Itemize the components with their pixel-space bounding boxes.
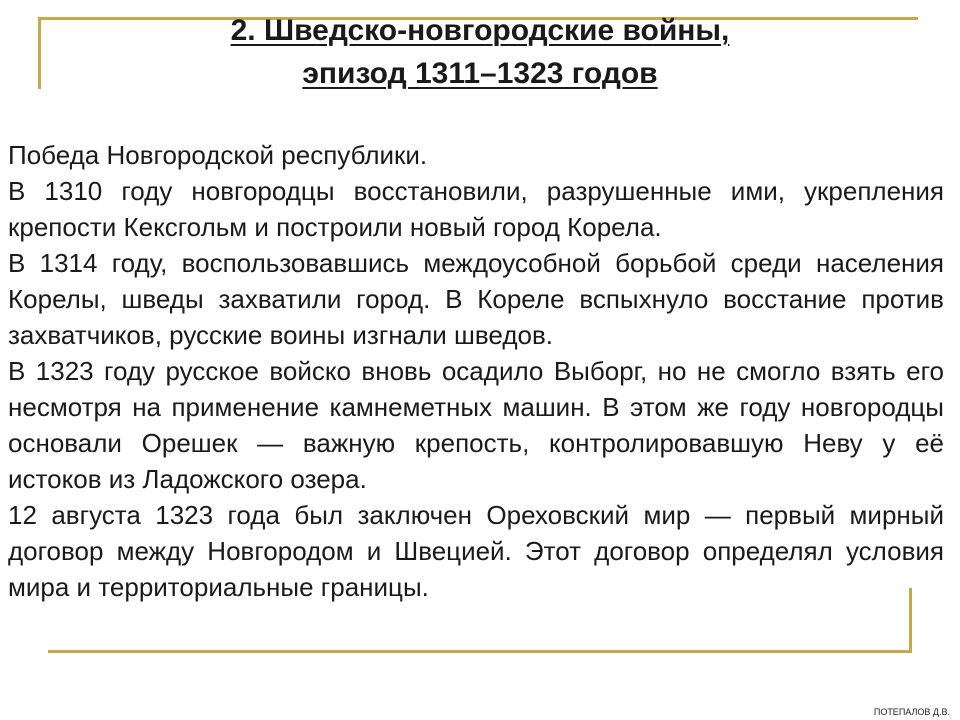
paragraph-1314: В 1314 году, воспользовавшись междоусобной борьбой среди населения Корелы, шведы захватили город. В Кореле вспыхнуло восстание против захватчиков, русские воины изгнали шведов. [8,248,944,350]
slide-title-line-1: 2. Шведско-новгородские войны, [230,14,730,47]
paragraph-1310: В 1310 году новгородцы восстановили, разрушенные ими, укрепления крепости Кексгольм и построили новый город Корела. [8,176,944,242]
slide-title-line-2: эпизод 1311–1323 годов [302,57,658,90]
author-footer: ПОТЕПАЛОВ Д.В. [873,707,950,717]
paragraph-peace-treaty: 12 августа 1323 года был заключен Ореховский мир — первый мирный договор между Новгородом и Швецией. Этот договор определял условия мира и территориальные границы. [8,500,944,602]
slide-body [8,137,944,605]
paragraph-intro: Победа Новгородской республики. [8,140,428,170]
bottom-decorative-line [48,650,912,653]
paragraph-1323: В 1323 году русское войско вновь осадило Выборг, но не смогло взять его несмотря на применение камнеметных машин. В этом же году новгородцы основали Орешек — важную крепость, контролировавшую Неву у её истоков из Ладожского озера. [8,356,944,494]
